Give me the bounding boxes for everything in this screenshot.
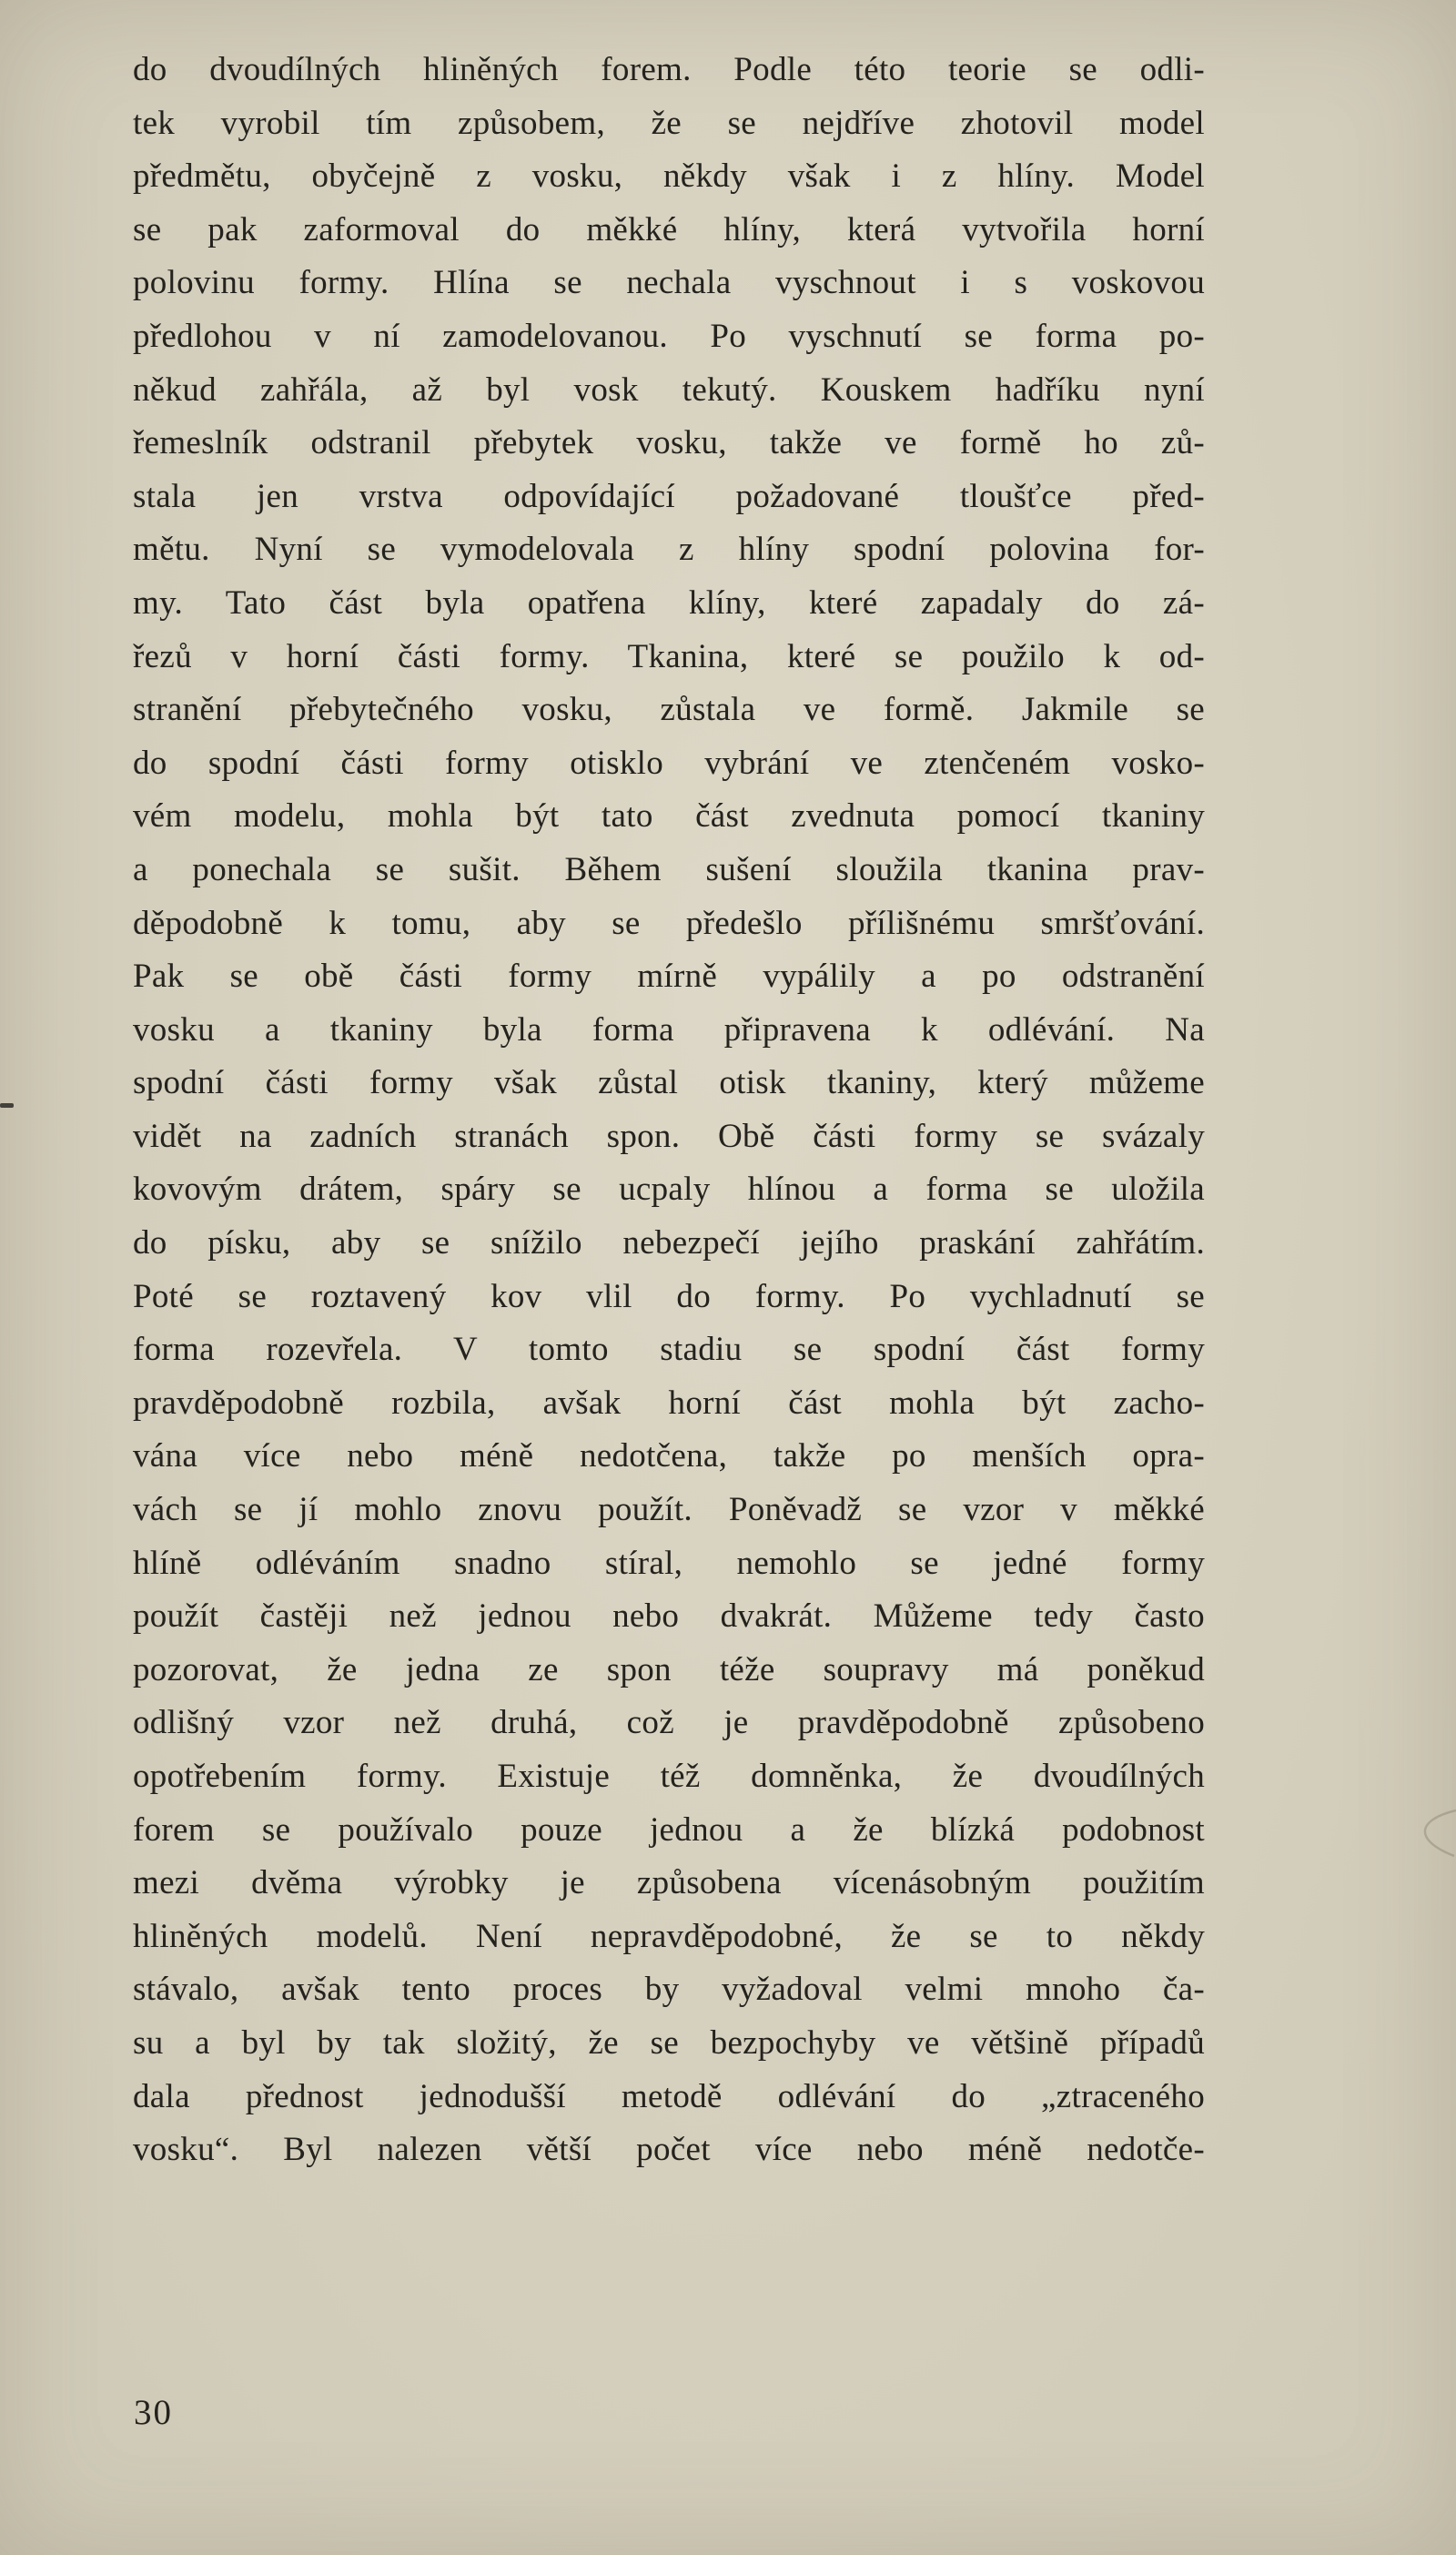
text-line: mětu. Nyní se vymodelovala z hlíny spodní polovina for- <box>133 531 1205 569</box>
text-line: stranění přebytečného vosku, zůstala ve formě. Jakmile se <box>133 691 1205 729</box>
text-line: hlíně odléváním snadno stíral, nemohlo se jedné formy <box>133 1544 1205 1582</box>
text-line: Poté se roztavený kov vlil do formy. Po vychladnutí se <box>133 1277 1205 1315</box>
text-line: spodní části formy však zůstal otisk tkaniny, který můžeme <box>133 1064 1205 1102</box>
text-line: vána více nebo méně nedotčena, takže po menších opra- <box>133 1437 1205 1475</box>
text-line: polovinu formy. Hlína se nechala vyschnout i s voskovou <box>133 264 1205 302</box>
text-line: opotřebením formy. Existuje též domněnka, že dvoudílných <box>133 1758 1205 1795</box>
page-number: 30 <box>134 2393 173 2432</box>
body-text <box>133 44 1205 2177</box>
text-line: my. Tato část byla opatřena klíny, které zapadaly do zá- <box>133 583 1205 622</box>
text-line: forem se používalo pouze jednou a že blízká podobnost <box>133 1810 1205 1849</box>
text-line: mezi dvěma výrobky je způsobena vícenásobným použitím <box>133 1864 1205 1902</box>
text-line: pozorovat, že jedna ze spon téže soupravy má poněkud <box>133 1650 1205 1688</box>
text-line: řemeslník odstranil přebytek vosku, takže ve formě ho zů- <box>133 424 1205 462</box>
text-line: děpodobně k tomu, aby se předešlo přílišnému smršťování. <box>133 904 1205 942</box>
text-line: tek vyrobil tím způsobem, že se nejdříve zhotovil model <box>133 104 1205 142</box>
text-line: dala přednost jednodušší metodě odlévání do „ztraceného <box>133 2077 1205 2115</box>
text-line: Pak se obě části formy mírně vypálily a po odstranění <box>133 958 1205 996</box>
text-line: předmětu, obyčejně z vosku, někdy však i z hlíny. Model <box>133 157 1205 196</box>
text-line: vosku a tkaniny byla forma připravena k odlévání. Na <box>133 1010 1205 1049</box>
scan-artifact-dash <box>0 1103 14 1108</box>
text-line: použít častěji než jednou nebo dvakrát. Můžeme tedy často <box>133 1597 1205 1636</box>
text-line: do spodní části formy otisklo vybrání ve ztenčeném vosko- <box>133 744 1205 782</box>
text-line: hliněných modelů. Není nepravděpodobné, že se to někdy <box>133 1917 1205 1955</box>
text-line: stávalo, avšak tento proces by vyžadoval velmi mnoho ča- <box>133 1971 1205 2009</box>
text-line: do dvoudílných hliněných forem. Podle této teorie se odli- <box>133 51 1205 88</box>
text-line: kovovým drátem, spáry se ucpaly hlínou a forma se uložila <box>133 1171 1205 1209</box>
scan-artifact-curve <box>1390 1807 1456 1863</box>
text-line: a ponechala se sušit. Během sušení sloužila tkanina prav- <box>133 850 1205 888</box>
text-line: se pak zaformoval do měkké hlíny, která vytvořila horní <box>133 210 1205 248</box>
text-line: někud zahřála, až byl vosk tekutý. Kouskem hadříku nyní <box>133 370 1205 409</box>
text-line: stala jen vrstva odpovídající požadované tloušťce před- <box>133 477 1205 515</box>
text-line: vidět na zadních stranách spon. Obě části formy se svázaly <box>133 1117 1205 1155</box>
text-line: do písku, aby se snížilo nebezpečí jejího praskání zahřátím. <box>133 1224 1205 1262</box>
text-line: odlišný vzor než druhá, což je pravděpodobně způsobeno <box>133 1704 1205 1742</box>
text-line: su a byl by tak složitý, že se bezpochyby ve většině případů <box>133 2023 1205 2062</box>
text-line: vém modelu, mohla být tato část zvednuta pomocí tkaniny <box>133 797 1205 836</box>
text-line: předlohou v ní zamodelovanou. Po vyschnutí se forma po- <box>133 317 1205 355</box>
text-line: řezů v horní části formy. Tkanina, které se použilo k od- <box>133 637 1205 675</box>
text-line: pravděpodobně rozbila, avšak horní část mohla být zacho- <box>133 1384 1205 1422</box>
text-line: vách se jí mohlo znovu použít. Poněvadž se vzor v měkké <box>133 1491 1205 1529</box>
text-line: forma rozevřela. V tomto stadiu se spodní část formy <box>133 1331 1205 1369</box>
text-line: vosku“. Byl nalezen větší počet více nebo méně nedotče- <box>133 2131 1205 2169</box>
